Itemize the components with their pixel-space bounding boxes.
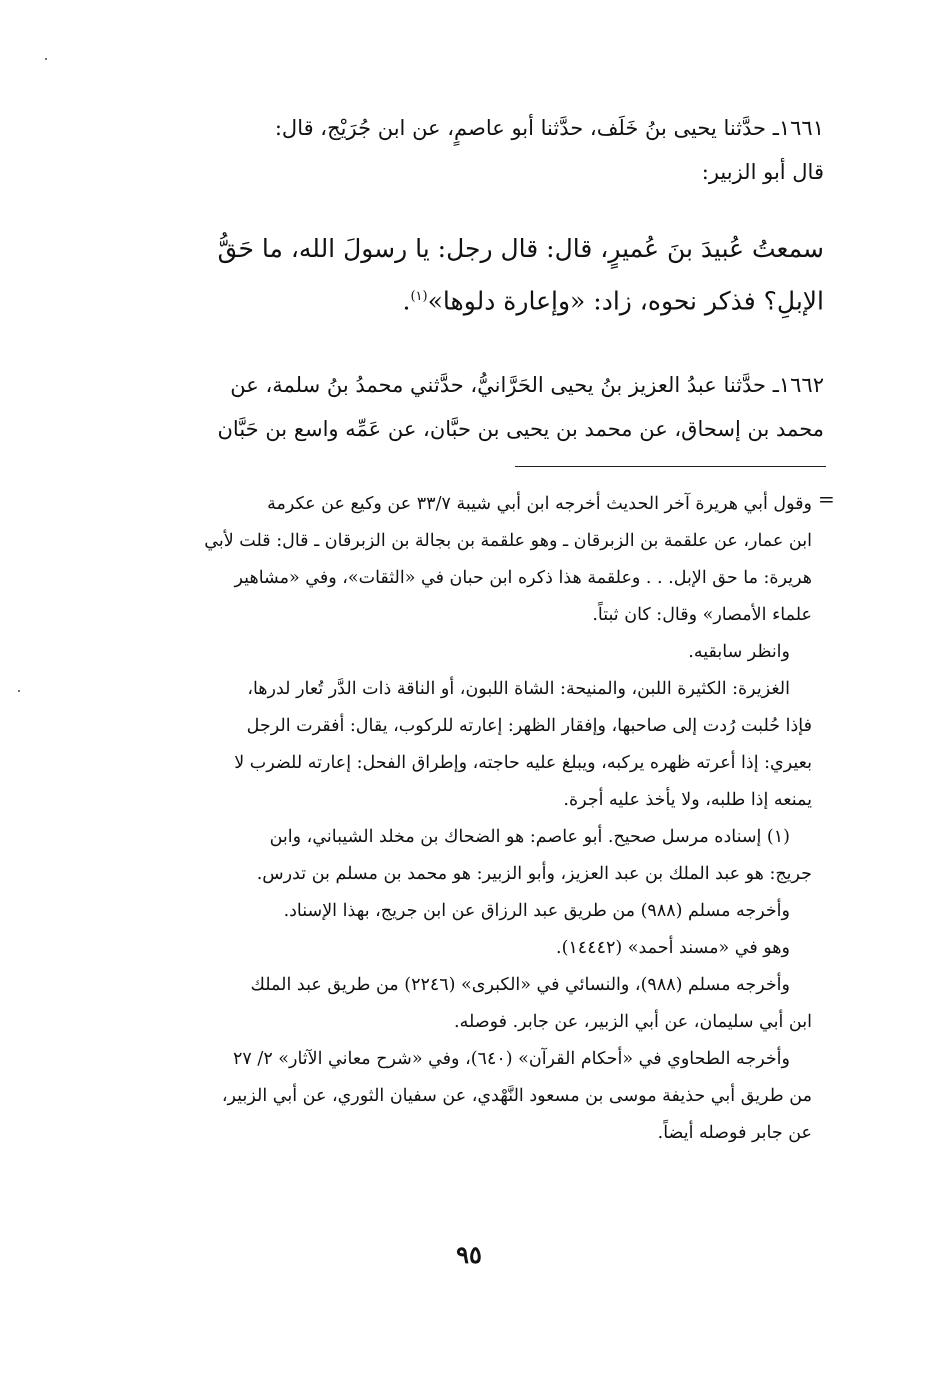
footnote-p2-line: وانظر سابقيه. bbox=[688, 642, 790, 662]
footnote-p3-line: فإذا حُلبت رُدت إلى صاحبها، وإفقار الظهر: إعارته للركوب، يقال: أفقرت الرجل bbox=[246, 716, 812, 736]
scan-speck bbox=[18, 690, 20, 692]
hadith-1662-line-2: محمد بن إسحاق، عن محمد بن يحيى بن حبَّان، عن عَمِّه واسع بن حَبَّان bbox=[217, 417, 824, 441]
footnote-p3-line: الغزيرة: الكثيرة اللبن، والمنيحة: الشاة اللبون، أو الناقة ذات الدَّر تُعار لدرها، bbox=[247, 679, 790, 699]
footnote-p1-line: علماء الأمصار» وقال: كان ثبتاً. bbox=[592, 605, 812, 625]
matn-1661-line-2-text: الإبلِ؟ فذكر نحوه، زاد: «وإعارة دلوها» bbox=[427, 286, 824, 316]
footnote-p3-line: بعيري: إذا أعرته ظهره يركبه، ويبلغ عليه حاجته، وإطراق الفحل: إعارته للضرب لا bbox=[234, 753, 812, 773]
scan-speck bbox=[45, 58, 47, 60]
footnote-p1-line: هريرة: ما حق الإبل. . . وعلقمة هذا ذكره ابن حبان في «الثقات»، وفي «مشاهير bbox=[234, 568, 812, 588]
matn-1661-line-1: سمعتُ عُبيدَ بنَ عُميرٍ، قال: قال رجل: يا رسولَ الله، ما حَقُّ bbox=[217, 234, 824, 263]
footnote-p8-line: من طريق أبي حذيفة موسى بن مسعود النَّهْدي، عن سفيان الثوري، عن أبي الزبير، bbox=[221, 1086, 812, 1106]
footnote-ref-1[interactable]: (١) bbox=[410, 289, 428, 304]
footnote-p4-line: (١) إسناده مرسل صحيح. أبو عاصم: هو الضحاك بن مخلد الشيباني، وابن bbox=[269, 827, 790, 847]
hadith-1662-isnad bbox=[112, 363, 824, 451]
footnote-separator bbox=[515, 466, 826, 467]
footnote-continuation-mark: = bbox=[818, 487, 835, 511]
hadith-1661-line-2: قال أبو الزبير: bbox=[701, 160, 824, 184]
footnote-p6-line: وهو في «مسند أحمد» (١٤٤٤٢). bbox=[556, 938, 790, 958]
hadith-1661-line-1: ١٦٦١ـ حدَّثنا يحيى بنُ خَلَف، حدَّثنا أبو عاصمٍ، عن ابن جُرَيْج، قال: bbox=[274, 116, 824, 140]
footnote-p5-line: وأخرجه مسلم (٩٨٨) من طريق عبد الرزاق عن ابن جريج، بهذا الإسناد. bbox=[283, 901, 790, 921]
footnotes bbox=[112, 486, 812, 1152]
page-number: ٩٥ bbox=[456, 1240, 482, 1269]
footnote-p1-line: وقول أبي هريرة آخر الحديث أخرجه ابن أبي شيبة ٣٣/٧ عن وكيع عن عكرمة bbox=[267, 494, 812, 514]
footnote-p1-line: ابن عمار، عن علقمة بن الزبرقان ـ وهو علقمة بن بجالة بن الزبرقان ـ قال: قلت لأبي bbox=[204, 531, 812, 551]
footnote-p7-line: ابن أبي سليمان، عن أبي الزبير، عن جابر. فوصله. bbox=[454, 1012, 812, 1032]
hadith-1662-line-1: ١٦٦٢ـ حدَّثنا عبدُ العزيز بنُ يحيى الحَرَّانيُّ، حدَّثني محمدُ بنُ سلمة، عن bbox=[230, 373, 824, 397]
footnote-p7-line: وأخرجه مسلم (٩٨٨)، والنسائي في «الكبرى» (٢٢٤٦) من طريق عبد الملك bbox=[250, 975, 790, 995]
footnote-p3-line: يمنعه إذا طلبه، ولا يأخذ عليه أجرة. bbox=[563, 790, 812, 810]
footnote-p4-line: جريج: هو عبد الملك بن عبد العزيز، وأبو الزبير: هو محمد بن مسلم بن تدرس. bbox=[256, 864, 812, 884]
matn-1661-line-2 bbox=[112, 273, 824, 325]
hadith-1661-isnad bbox=[112, 106, 824, 194]
footnote-p8-line: عن جابر فوصله أيضاً. bbox=[657, 1123, 812, 1143]
hadith-1661-matn bbox=[112, 225, 824, 325]
footnote-p8-line: وأخرجه الطحاوي في «أحكام القرآن» (٦٤٠)، وفي «شرح معاني الآثار» ٢/ ٢٧ bbox=[233, 1049, 790, 1069]
matn-1661-line-2-end: . bbox=[402, 286, 411, 316]
